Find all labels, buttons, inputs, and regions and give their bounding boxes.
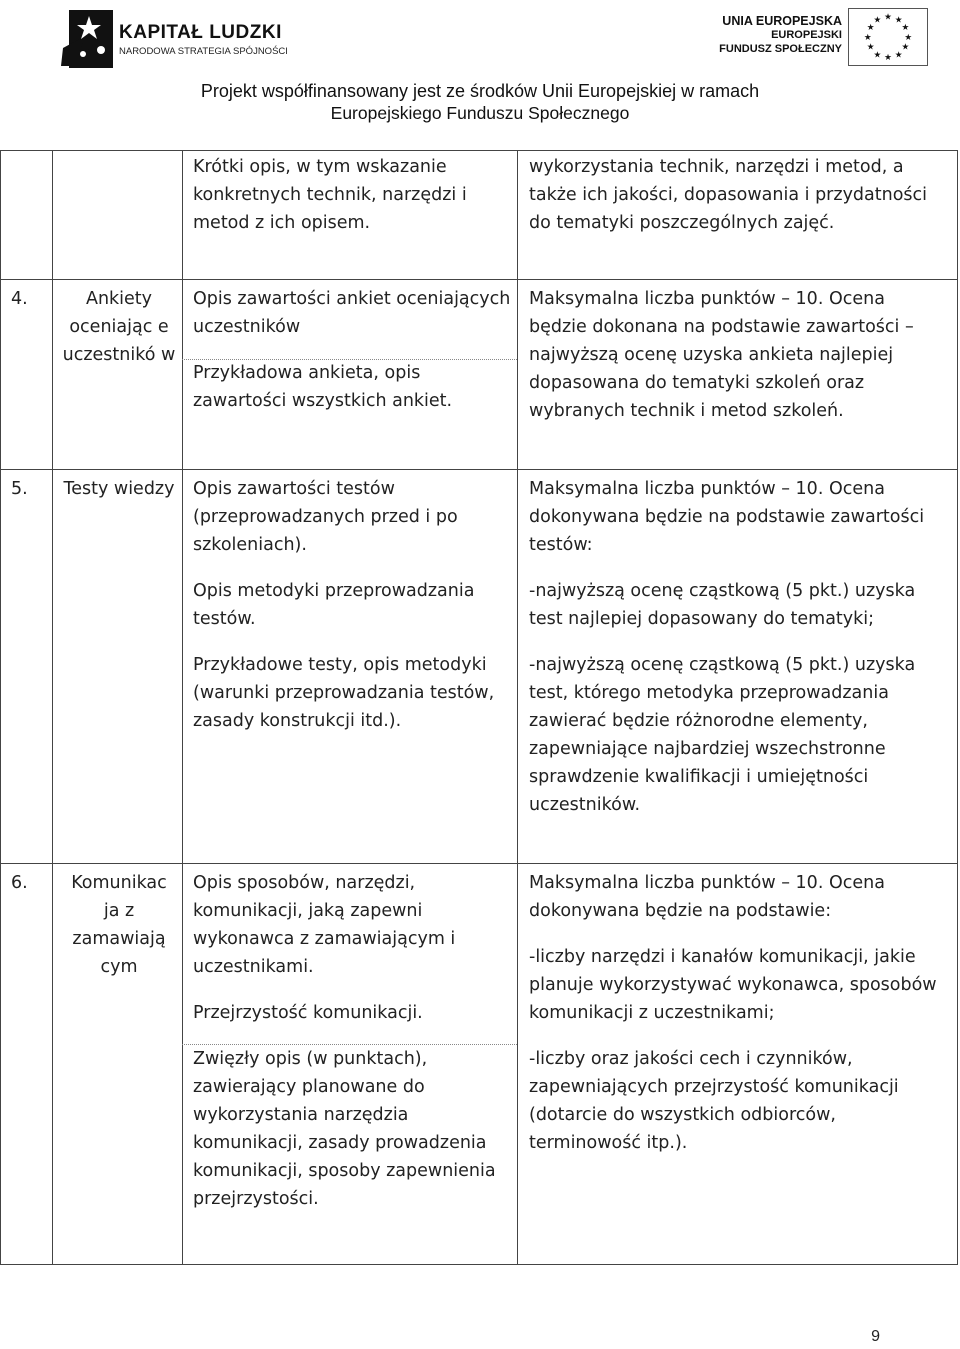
page-number: 9	[871, 1328, 880, 1345]
row-name: Ankiety oceniając e uczestnikó w	[62, 289, 176, 365]
table-row	[529, 153, 947, 237]
page-header	[0, 0, 960, 135]
requirement-text: Opis zawartości testów (przeprowadzanych przed i po szkoleniach).	[193, 479, 458, 555]
svg-text:★: ★	[904, 32, 913, 43]
requirement-text: Przykładowe testy, opis metodyki (warunki przeprowadzania testów, zasady konstrukcji itd.).	[193, 655, 495, 731]
criteria-cell	[529, 869, 947, 1157]
svg-text:★: ★	[894, 15, 903, 26]
row-name: Komunikac ja z zamawiają cym	[71, 873, 167, 977]
row-divider	[1, 863, 957, 864]
eu-logo-line2: EUROPEJSKI	[771, 29, 842, 41]
table-row	[193, 153, 511, 237]
svg-text:★: ★	[873, 15, 882, 26]
row-number: 6.	[11, 873, 28, 893]
criteria-text: -najwyższą ocenę cząstkową (5 pkt.) uzyska test, którego metodyka przeprowadzania zawierać będzie różnorodne elementy, zapewniające najbardziej wszechstronne sprawdzenie kwalifikacji i umiejętności uczestników.	[529, 655, 916, 815]
criteria-text: wykorzystania technik, narzędzi i metod, a także ich jakości, dopasowania i przydatności do tematyki poszczególnych zajęć.	[529, 157, 928, 233]
eu-logo	[719, 8, 928, 70]
evaluation-criteria-table	[0, 150, 958, 1265]
column-divider	[517, 151, 518, 1264]
requirement-text: Opis sposobów, narzędzi, komunikacji, jaką zapewni wykonawca z zamawiającym i uczestnikami.	[193, 873, 456, 977]
svg-text:★: ★	[884, 12, 892, 23]
eu-flag-icon	[848, 8, 928, 66]
svg-text:★: ★	[873, 50, 882, 61]
requirement-cell	[193, 475, 511, 735]
criteria-text: -liczby narzędzi i kanałów komunikacji, jakie planuje wykorzystywać wykonawca, sposobów komunikacji z uczestnikami;	[529, 947, 937, 1023]
cell-inner-divider	[182, 1044, 517, 1045]
row-number: 4.	[11, 289, 28, 309]
svg-text:★: ★	[894, 50, 903, 61]
criteria-text: Maksymalna liczba punktów – 10. Ocena dokonywana będzie na podstawie zawartości testów:	[529, 479, 925, 555]
eu-logo-line1: UNIA EUROPEJSKA	[722, 14, 842, 28]
row-divider	[1, 279, 957, 280]
svg-text:★: ★	[901, 42, 910, 53]
requirement-text: Opis metodyki przeprowadzania testów.	[193, 581, 475, 629]
svg-text:★: ★	[863, 32, 872, 43]
criteria-text: Maksymalna liczba punktów – 10. Ocena będzie dokonana na podstawie zawartości – najwyższą ocenę uzyska ankieta najlepiej dopasowana do tematyki szkoleń oraz wybranych technik i metod szkoleń.	[529, 289, 914, 421]
row-number: 5.	[11, 479, 28, 499]
criteria-text: -najwyższą ocenę cząstkową (5 pkt.) uzyska test najlepiej dopasowany do tematyki;	[529, 581, 916, 629]
criteria-text: -liczby oraz jakości cech i czynników, zapewniających przejrzystość komunikacji (dotarcie do wszystkich odbiorców, terminowość itp.).	[529, 1049, 899, 1153]
kapital-ludzki-emblem-icon	[55, 8, 115, 70]
requirement-text: Zwięzły opis (w punktach), zawierający planowane do wykorzystania narzędzia komunikacji, zasady prowadzenia komunikacji, sposoby zapewnienia przejrzystości.	[193, 1049, 496, 1209]
requirement-text: Krótki opis, w tym wskazanie konkretnych technik, narzędzi i metod z ich opisem.	[193, 157, 467, 233]
criteria-cell	[529, 475, 947, 819]
svg-text:★: ★	[884, 53, 892, 64]
project-note-line2: Europejskiego Funduszu Społecznego	[330, 103, 630, 123]
svg-text:★: ★	[901, 23, 910, 34]
criteria-text: Maksymalna liczba punktów – 10. Ocena dokonywana będzie na podstawie:	[529, 873, 885, 921]
eu-logo-text	[719, 14, 842, 56]
requirement-cell	[193, 869, 511, 1213]
criteria-cell	[529, 285, 947, 425]
project-note-line1: Projekt współfinansowany jest ze środków Unii Europejskiej w ramach	[200, 81, 760, 101]
requirement-text: Opis zawartości ankiet oceniających uczestników	[193, 289, 511, 337]
row-name: Testy wiedzy	[63, 479, 175, 499]
project-cofinancing-note	[0, 80, 960, 124]
svg-text:★: ★	[866, 23, 875, 34]
requirement-text: Przejrzystość komunikacji.	[193, 1003, 423, 1023]
row-divider	[1, 469, 957, 470]
requirement-cell	[193, 285, 511, 415]
kapital-ludzki-logo	[55, 8, 288, 70]
kapital-ludzki-title: KAPITAŁ LUDZKI	[119, 22, 282, 43]
eu-logo-line3: FUNDUSZ SPOŁECZNY	[719, 43, 842, 55]
svg-text:★: ★	[866, 42, 875, 53]
column-divider	[52, 151, 53, 1264]
column-divider	[182, 151, 183, 1264]
requirement-text: Przykładowa ankieta, opis zawartości wszystkich ankiet.	[193, 363, 453, 411]
kapital-ludzki-subtitle: NARODOWA STRATEGIA SPÓJNOŚCI	[119, 46, 288, 57]
